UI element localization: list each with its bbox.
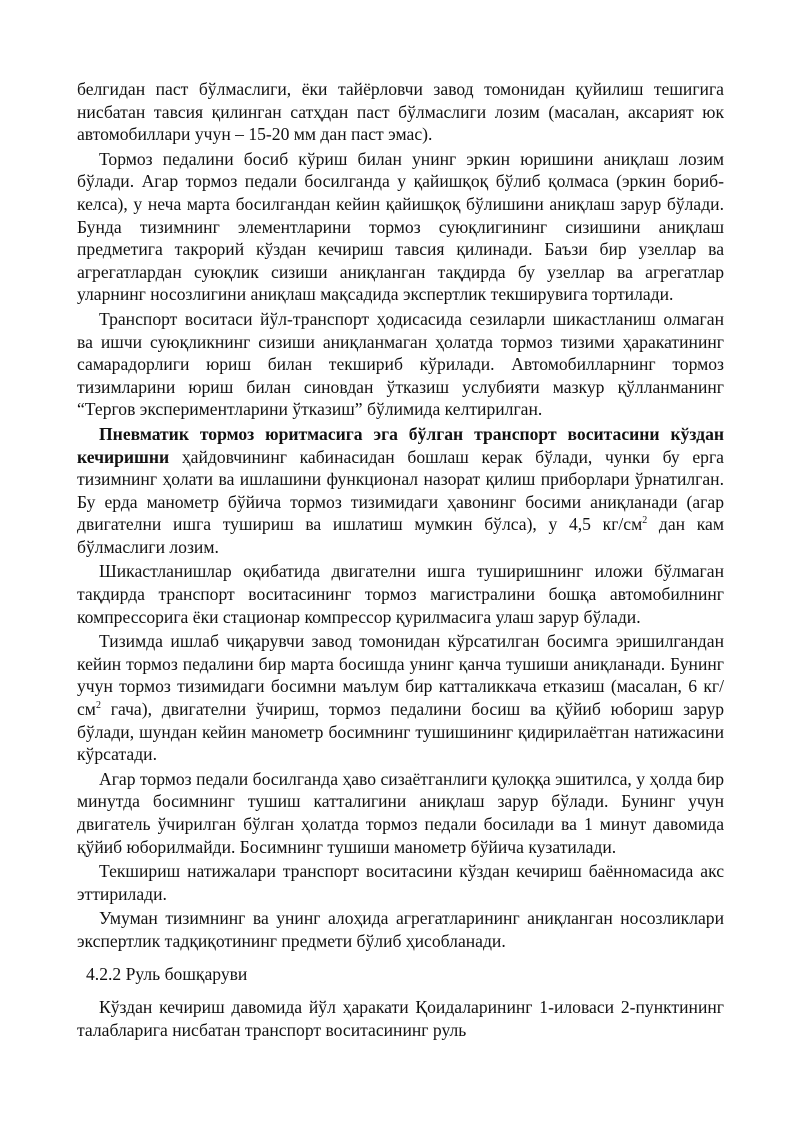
- paragraph-faults: Умуман тизимнинг ва унинг алоҳида агрегатларининг аниқланган носозликлари экспертлик тадқиқотининг предмети бўлиб ҳисобланади.: [77, 908, 724, 951]
- pneumatic-superscript: 2: [642, 515, 648, 527]
- paragraph-pneumatic: [77, 423, 724, 559]
- paragraph-road-test: Транспорт воситаси йўл-транспорт ҳодисасида сезиларли шикастланиш олмаган ва ишчи суюқликнинг сизиши аниқланмаган ҳолатда тормоз тизими ҳаракатининг самарадорлиги юриш билан текшириб кўрилади. Автомобилларнинг тормоз тизимларини юриш билан синовдан ўтказиш услубияти мазкур қўлланманинг “Тергов экспериментларини ўтказиш” бўлимида келтирилган.: [77, 308, 724, 420]
- paragraph-damage-compressor: Шикастланишлар оқибатида двигателни ишга туширишнинг иложи бўлмаган тақдирда транспорт воситасининг тормоз магистралини бошқа автомобилнинг компрессорига ёки стационар компрессор қурилмасига улаш зарур бўлади.: [77, 561, 724, 627]
- pneumatic-tail: дан кам бўлмаслиги лозим.: [77, 514, 725, 557]
- paragraph-fluid-level: белгидан паст бўлмаслиги, ёки тайёрловчи завод томонидан қуйилиш тешигига нисбатан тавсия қилинган сатҳдан паст бўлмаслиги лозим (масалан, аксарият юк автомобиллари учун – 15-20 мм дан паст эмас).: [77, 79, 724, 145]
- paragraph-steering: Кўздан кечириш давомида йўл ҳаракати Қоидаларининг 1-иловаси 2-пунктининг талабларига нисбатан транспорт воситасининг руль: [77, 997, 724, 1040]
- pressure-superscript: 2: [95, 700, 101, 712]
- paragraph-pressure-drop: [77, 630, 724, 766]
- paragraph-air-leak: Агар тормоз педали босилганда ҳаво сизаётганлиги қулоққа эшитилса, у ҳолда бир минутда босимнинг тушиш катталигини аниқлаш зарур бўлади. Бунинг учун двигатель ўчирилган бўлган ҳолатда тормоз педали босилади ва 1 минут давомида қўйиб юборилмайди. Босимнинг тушиши манометр бўйича кузатилади.: [77, 768, 724, 857]
- pneumatic-text: ҳайдовчининг кабинасидан бошлаш керак бўлади, чунки бу ерга тизимнинг ҳолати ва ишлашини функционал назорат қилиш приборлари ўрнатилган. Бу ерда манометр бўйича тормоз тизимидаги ҳавонинг босими аниқланади (агар двигателни ишга тушириш ва ишлатиш мумкин бўлса), у 4,5 кг/см: [77, 446, 724, 535]
- section-heading: 4.2.2 Руль бошқаруви: [86, 963, 248, 984]
- pneumatic-bold-lead: Пневматик тормоз юритмасига эга бўлган транспорт воситасини кўздан кечиришни: [77, 423, 724, 467]
- paragraph-pedal-check: Тормоз педалини босиб кўриш билан унинг эркин юришини аниқлаш лозим бўлади. Агар тормоз педали босилганда у қайишқоқ бўлиб қолмаса (эркин бориб-келса), у неча марта босилгандан кейин қайишқоқ бўлишини аниқлаш зарур бўлади. Бунда тизимнинг элементларини тормоз суюқлигининг сизишини аниқлаш предметига такрорий кўздан кечириш тавсия қилинади. Баъзи бир узеллар ва агрегатлардан суюқлик сизиши аниқланган тақдирда бу узеллар ва агрегатлар уларнинг носозлигини аниқлаш мақсадида экспертлик текширувига тортилади.: [77, 148, 724, 305]
- pressure-tail: гача), двигателни ўчириш, тормоз педалини босиш ва қўйиб юбориш зарур бўлади, шундан кейин манометр босимнинг тушишининг қидирилаётган натижасини кўрсатади.: [77, 699, 724, 765]
- paragraph-results: Текшириш натижалари транспорт воситасини кўздан кечириш баённомасида акс эттирилади.: [77, 861, 724, 904]
- pressure-text: Тизимда ишлаб чиқарувчи завод томонидан кўрсатилган босимга эришилгандан кейин тормоз педалини бир марта босишда унинг қанча тушиши аниқланади. Бунинг учун тормоз тизимидаги босимни маълум бир катталиккача етказиш (масалан, 6 кг/см: [77, 631, 724, 720]
